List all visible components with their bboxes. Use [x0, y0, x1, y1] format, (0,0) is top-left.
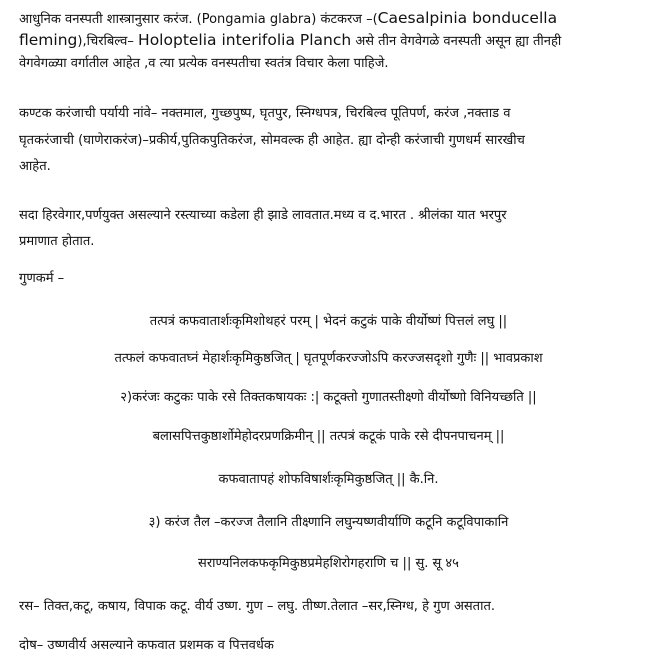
verse-line-5: कफवातापहं शोफविषार्शःकृमिकुष्ठजित् || कै.नि. [218, 472, 439, 487]
verse-line-6: ३) करंज तैल –करज्ज तैलानि तीक्ष्णानि लघुन्यष्णवीर्याणि कटूनि कटूविपाकानि [148, 515, 509, 530]
synonyms-line-1: कण्टक करंजाची पर्यायी नांवे– नक्तमाल, गुच्छपुष्प, घृतपुर, स्निग्धपत्र, चिरबिल्व पूतिपर्ण, करंज ,नक्ताड व [19, 106, 511, 121]
intro-text: आधुनिक वनस्पती शास्त्रानुसार करंज. ( [19, 12, 202, 27]
botanical-name-holoptelia: Holoptelia interifolia Planch [138, 31, 352, 49]
synonyms-line-3: आहेत. [19, 159, 51, 174]
verse-line-7: सराण्यनिलकफकृमिकुष्ठप्रमेहशिरोगहराणि च || सु. सू ४५ [198, 556, 459, 571]
synonyms-line-2: घृतकरंजाची (घाणेराकरंज)–प्रकीर्य,पुतिकपुतिकरंज, सोमवल्क ही आहेत. ह्या दोन्ही करंजाची गुणधर्म सारखीच [19, 133, 525, 148]
verse-line-3: २)करंजः कटुकः पाके रसे तिक्तकषायकः :| कटूक्तो गुणातस्तीक्ष्णो वीर्योष्णो विनियच्छति || [120, 390, 537, 405]
botanical-name-pongamia: Pongamia glabra [201, 12, 312, 27]
verse-line-2: तत्फलं कफवातघ्नं मेहार्शःकृमिकुष्ठजित् | घृतपूर्णकरज्जोऽपि करज्जसदृशो गुणैः || भावप्रकाश [114, 351, 543, 366]
intro-line-2 [19, 30, 561, 52]
habitat-line-1: सदा हिरवेगार,पर्णयुक्त असल्याने रस्त्याच्या कडेला ही झाडे लावतात.मध्य व द.भारत . श्रीलंका यात भरपुर [19, 208, 507, 223]
intro-line-1 [19, 8, 557, 30]
verse-line-4: बलासपित्तकुष्ठार्शोमेहोदरप्रणक्रिमीन् || तत्पत्रं कटूकं पाके रसे दीपनपाचनम् || [152, 429, 505, 444]
intro-line-3: वेगवेगळ्या वर्गातील आहेत ,व त्या प्रत्येक वनस्पतीचा स्वतंत्र विचार केला पाहिजे. [19, 56, 389, 71]
dosha-line: दोष– उष्णवीर्य असल्याने कफवात प्रशमक व पित्तवर्धक [19, 638, 274, 653]
intro-text: ),चिरबिल्व– [77, 34, 139, 49]
rasa-line: रस– तिक्त,कटू, कषाय, विपाक कटू. वीर्य उष्ण. गुण – लघु. तीष्ण.तेलात –सर,स्निग्ध, हे गुण असतात. [19, 599, 495, 614]
habitat-line-2: प्रमाणात होतात. [19, 234, 95, 249]
intro-text: असे तीन वेगवेगळे वनस्पती असून ह्या तीनही [351, 34, 562, 49]
intro-text: ) कंटकरज –( [311, 12, 378, 27]
gunakarma-heading: गुणकर्म – [19, 271, 65, 286]
verse-line-1: तत्पत्रं कफवातार्शःकृमिशोथहरं परम् | भेदनं कटुकं पाके वीर्योष्णं पित्तलं लघु || [149, 314, 508, 329]
botanical-name-caesalpinia: Caesalpinia bonducella [377, 9, 558, 27]
botanical-author-fleming: fleming [19, 31, 78, 49]
